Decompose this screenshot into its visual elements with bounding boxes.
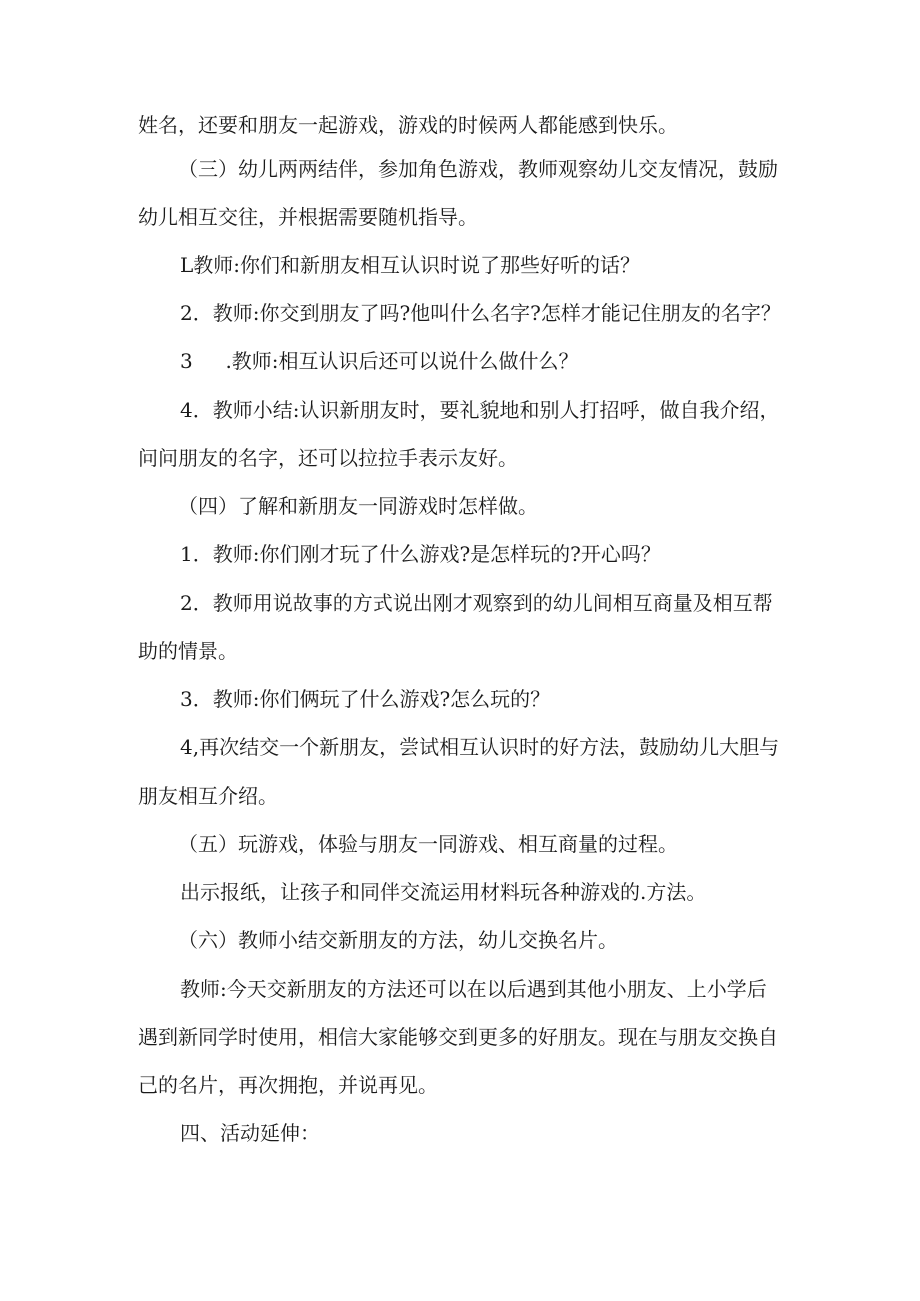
- text-line: L教师:你们和新朋友相互认识时说了那些好听的话？: [180, 253, 641, 277]
- text-line: 3 .教师:相互认识后还可以说什么做什么？: [180, 349, 579, 373]
- text-line: 4．教师小结:认识新朋友时，要礼貌地和别人打招呼，做自我介绍，: [180, 398, 780, 422]
- text-line: （五）玩游戏，体验与朋友一同游戏、相互商量的过程。: [178, 832, 678, 856]
- text-line: 2．教师:你交到朋友了吗?他叫什么名字?怎样才能记住朋友的名字？: [180, 301, 781, 325]
- text-line: 助的情景。: [138, 639, 238, 663]
- text-line: 2．教师用说故事的方式说出刚才观察到的幼儿间相互商量及相互帮: [180, 591, 773, 615]
- text-line: （四）了解和新朋友一同游戏时怎样做。: [178, 494, 538, 518]
- text-line: 4,再次结交一个新朋友，尝试相互认识时的好方法，鼓励幼儿大胆与: [180, 735, 780, 759]
- text-line: 姓名，还要和朋友一起游戏，游戏的时候两人都能感到快乐。: [138, 113, 678, 137]
- text-line: 3．教师:你们俩玩了什么游戏?怎么玩的？: [180, 687, 551, 711]
- text-line: （三）幼儿两两结伴，参加角色游戏，教师观察幼儿交友情况，鼓励: [178, 157, 778, 181]
- text-line: 出示报纸，让孩子和同伴交流运用材料玩各种游戏的.方法。: [180, 880, 707, 904]
- text-line: 1．教师:你们刚才玩了什么游戏?是怎样玩的?开心吗？: [180, 542, 661, 566]
- section-heading: 四、活动延伸：: [180, 1121, 320, 1145]
- text-line: （六）教师小结交新朋友的方法，幼儿交换名片。: [178, 928, 618, 952]
- text-line: 己的名片，再次拥抱，并说再见。: [138, 1073, 438, 1097]
- text-line: 遇到新同学时使用，相信大家能够交到更多的好朋友。现在与朋友交换自: [138, 1025, 778, 1049]
- text-line: 教师:今天交新朋友的方法还可以在以后遇到其他小朋友、上小学后: [180, 977, 767, 1001]
- text-line: 问问朋友的名字，还可以拉拉手表示友好。: [138, 446, 518, 470]
- text-line: 朋友相互介绍。: [138, 784, 278, 808]
- text-line: 幼儿相互交往，并根据需要随机指导。: [138, 205, 478, 229]
